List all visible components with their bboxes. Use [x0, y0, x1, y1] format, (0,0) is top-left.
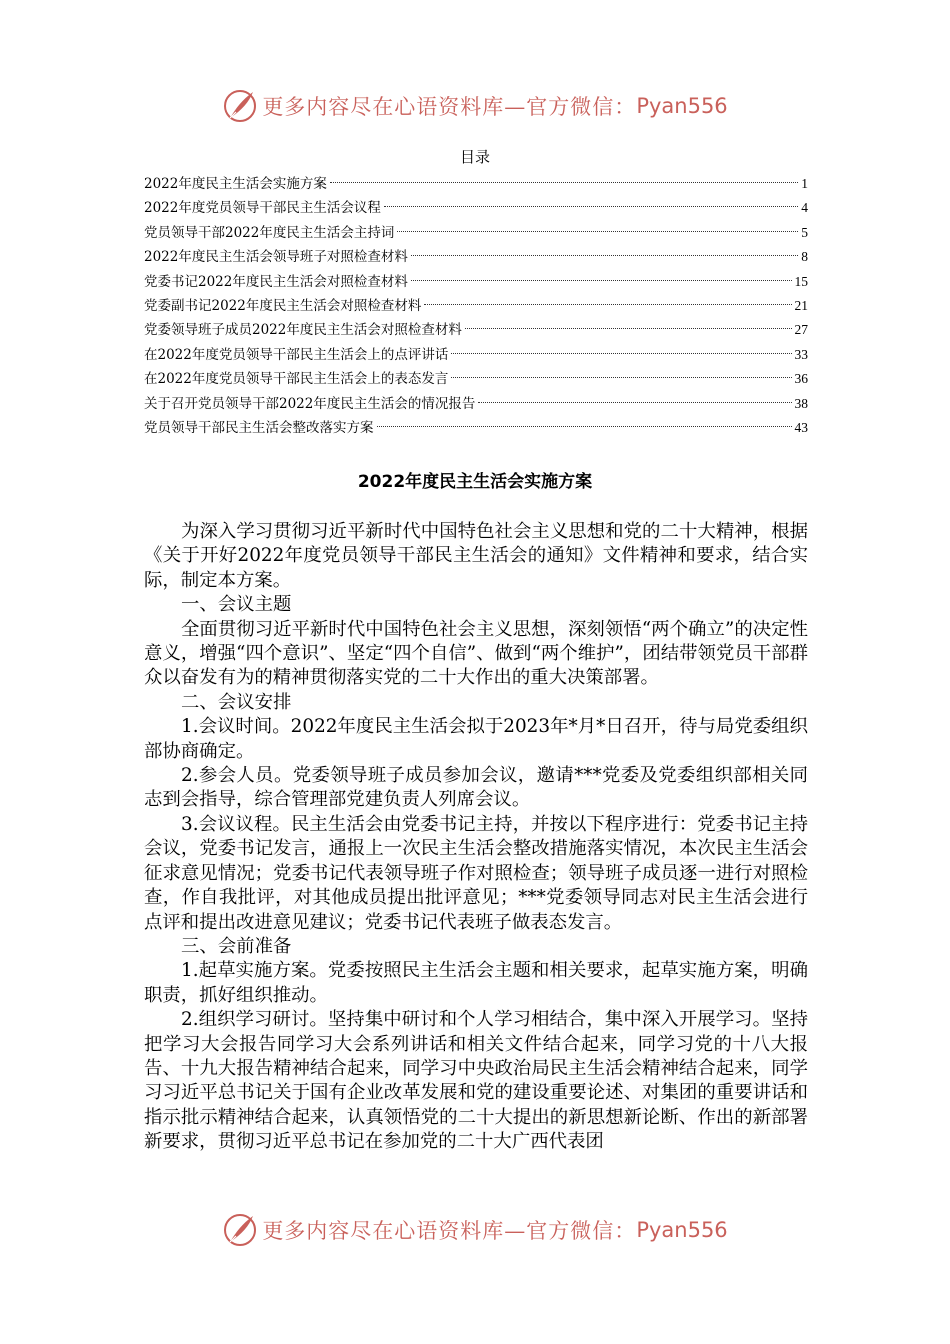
watermark-text: 更多内容尽在心语资料库—官方微信：	[262, 1219, 637, 1243]
toc-entry-label: 关于召开党员领导干部2022年度民主生活会的情况报告	[144, 395, 476, 412]
toc-entry[interactable]	[144, 392, 808, 416]
section-heading: 二、会议安排	[181, 691, 292, 713]
table-of-contents	[144, 172, 808, 440]
toc-leader-dots	[397, 231, 798, 232]
quill-pen-logo-icon	[222, 88, 258, 124]
watermark-wechat-id: Pyan556	[636, 1218, 728, 1242]
toc-title: 目录	[459, 148, 490, 166]
toc-entry-page: 36	[794, 371, 808, 387]
toc-leader-dots	[424, 304, 791, 305]
body-paragraph: 全面贯彻习近平新时代中国特色社会主义思想，深刻领悟“两个确立”的决定性意义，增强“四个意识”、坚定“四个自信”、做到“两个维护”，团结带领党员干部群众以奋发有为的精神贯彻落实党的二十大作出的重大决策部署。	[144, 618, 808, 689]
toc-entry-label: 2022年度民主生活会实施方案	[144, 176, 327, 192]
body-paragraph: 1.起草实施方案。党委按照民主生活会主题和相关要求，起草实施方案，明确职责，抓好组织推动。	[144, 960, 808, 1006]
toc-leader-dots	[411, 280, 792, 281]
body-paragraph: 2.组织学习研讨。坚持集中研讨和个人学习相结合，集中深入开展学习。坚持把学习大会报告同学习大会系列讲话和相关文件结合起来，同学习党的十八大报告、十九大报告精神结合起来，同学习中央政治局民主生活会精神结合起来，同学习习近平总书记关于国有企业改革发展和党的建设重要论述、对集团的重要讲话和指示批示精神结合起来，认真领悟党的二十大提出的新思想新论断、作出的新部署新要求，贯彻习近平总书记在参加党的二十大广西代表团	[144, 1009, 808, 1153]
toc-leader-dots	[377, 426, 792, 427]
toc-entry[interactable]	[144, 270, 808, 294]
toc-entry-page: 21	[794, 297, 808, 313]
toc-entry[interactable]	[144, 245, 808, 269]
toc-entry-page: 43	[794, 419, 808, 435]
watermark-banner-top	[0, 86, 950, 126]
toc-entry[interactable]	[144, 172, 808, 196]
toc-entry[interactable]	[144, 367, 808, 391]
toc-entry[interactable]	[144, 416, 808, 440]
toc-entry-label: 党员领导干部2022年度民主生活会主持词	[144, 224, 395, 241]
toc-entry[interactable]	[144, 318, 808, 342]
toc-entry-page: 33	[794, 346, 808, 362]
toc-entry[interactable]	[144, 294, 808, 318]
document-title: 2022年度民主生活会实施方案	[357, 472, 593, 492]
watermark-text: 更多内容尽在心语资料库—官方微信：	[262, 95, 637, 119]
toc-leader-dots	[330, 182, 798, 183]
toc-entry[interactable]	[144, 221, 808, 245]
toc-entry-page: 27	[794, 322, 808, 338]
toc-leader-dots	[411, 255, 798, 256]
toc-entry[interactable]	[144, 343, 808, 367]
toc-entry-label: 2022年度民主生活会领导班子对照检查材料	[144, 249, 408, 266]
toc-entry-label: 党委书记2022年度民主生活会对照检查材料	[144, 273, 408, 290]
toc-leader-dots	[451, 377, 791, 378]
toc-entry-label: 党委副书记2022年度民主生活会对照检查材料	[144, 297, 422, 314]
toc-entry-label: 党员领导干部民主生活会整改落实方案	[144, 419, 374, 436]
toc-entry-label: 在2022年度党员领导干部民主生活会上的点评讲话	[144, 346, 449, 363]
body-paragraph: 1.会议时间。2022年度民主生活会拟于2023年*月*日召开，待与局党委组织部协商确定。	[144, 716, 808, 762]
toc-entry-label: 党委领导班子成员2022年度民主生活会对照检查材料	[144, 322, 462, 339]
body-paragraph: 2.参会人员。党委领导班子成员参加会议，邀请***党委及党委组织部相关同志到会指导，综合管理部党建负责人列席会议。	[144, 765, 808, 811]
watermark-banner-bottom	[0, 1210, 950, 1250]
toc-leader-dots	[451, 353, 791, 354]
body-paragraph: 为深入学习贯彻习近平新时代中国特色社会主义思想和党的二十大精神，根据《关于开好2022年度党员领导干部民主生活会的通知》文件精神和要求，结合实际，制定本方案。	[144, 521, 808, 591]
toc-entry-page: 4	[801, 200, 808, 216]
toc-entry-page: 5	[801, 224, 808, 240]
toc-entry-page: 1	[801, 176, 808, 191]
toc-entry-page: 8	[801, 249, 808, 265]
toc-entry-label: 在2022年度党员领导干部民主生活会上的表态发言	[144, 371, 449, 388]
toc-leader-dots	[384, 206, 798, 207]
toc-entry-page: 38	[794, 395, 808, 411]
section-heading: 三、会前准备	[181, 935, 292, 957]
toc-entry[interactable]	[144, 196, 808, 220]
toc-entry-label: 2022年度党员领导干部民主生活会议程	[144, 200, 381, 217]
toc-leader-dots	[465, 328, 792, 329]
section-heading: 一、会议主题	[181, 594, 292, 616]
quill-pen-logo-icon	[222, 1212, 258, 1248]
toc-leader-dots	[478, 402, 791, 403]
body-paragraph: 3.会议议程。民主生活会由党委书记主持，并按以下程序进行：党委书记主持会议，党委书记发言，通报上一次民主生活会整改措施落实情况，本次民主生活会征求意见情况；党委书记代表领导班子作对照检查；领导班子成员逐一进行对照检查，作自我批评，对其他成员提出批评意见；***党委领导同志对民主生活会进行点评和提出改进意见建议；党委书记代表班子做表态发言。	[144, 813, 808, 933]
document-body	[144, 520, 808, 1155]
watermark-wechat-id: Pyan556	[636, 94, 728, 118]
toc-entry-page: 15	[794, 273, 808, 289]
